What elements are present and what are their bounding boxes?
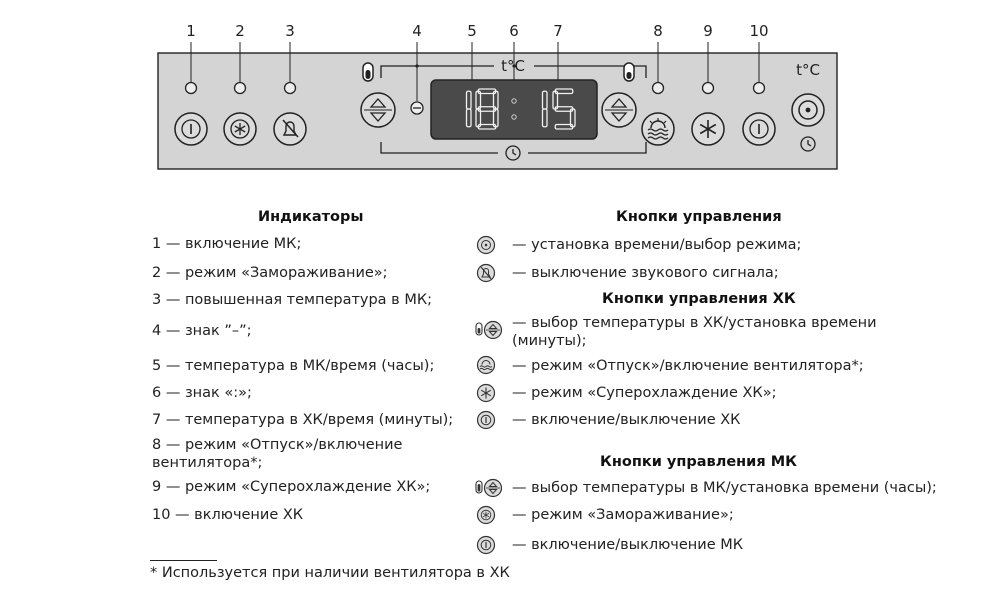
time-mode-button[interactable] xyxy=(792,94,824,126)
indicator-number-9: 9 xyxy=(703,22,713,40)
indicator-number-5: 5 xyxy=(467,22,477,40)
indicator-number-8: 8 xyxy=(653,22,663,40)
freezer-power-icon xyxy=(476,535,496,555)
controls-title: Кнопки управления xyxy=(616,209,782,225)
indicator-item-2: 2 — режим «Замораживание»; xyxy=(152,265,388,281)
freeze-button[interactable] xyxy=(224,113,256,145)
footnote: * Используется при наличии вентилятора в ХК xyxy=(150,565,510,581)
fridge-temp-icon xyxy=(474,319,510,341)
control-item-time-mode: — установка времени/выбор режима; xyxy=(512,237,802,253)
control-xk-item-supercool: — режим «Суперохлаждение ХК»; xyxy=(512,385,777,401)
indicator-item-1: 1 — включение МК; xyxy=(152,236,302,252)
control-mk-item-power: — включение/выключение МК xyxy=(512,537,744,553)
indicator-item-8-cont: вентилятора*; xyxy=(152,455,263,471)
control-xk-item-vacation: — режим «Отпуск»/включение вентилятора*; xyxy=(512,358,864,374)
minus-sign-icon xyxy=(411,102,423,114)
indicator-item-10: 10 — включение ХК xyxy=(152,507,304,523)
led-1 xyxy=(186,83,197,94)
alarm-off-button[interactable] xyxy=(274,113,306,145)
fridge-temp-up-down-button[interactable] xyxy=(602,93,636,127)
freezer-thermometer-icon xyxy=(363,63,373,81)
control-item-alarm-off: — выключение звукового сигнала; xyxy=(512,265,779,281)
indicator-item-5: 5 — температура в МК/время (часы); xyxy=(152,358,435,374)
indicator-item-7: 7 — температура в ХК/время (минуты); xyxy=(152,412,454,428)
control-panel-diagram xyxy=(0,0,999,200)
freezer-temp-icon xyxy=(474,477,510,499)
led-10 xyxy=(754,83,765,94)
control-mk-item-temp: — выбор температуры в МК/установка времени (часы); xyxy=(512,480,937,496)
temp-unit-label-right: t°C xyxy=(796,61,820,79)
led-2 xyxy=(235,83,246,94)
vacation-icon xyxy=(476,355,496,375)
supercool-button[interactable] xyxy=(692,113,724,145)
indicator-number-6: 6 xyxy=(509,22,519,40)
indicator-number-1: 1 xyxy=(186,22,196,40)
indicator-item-4: 4 — знак ”–”; xyxy=(152,323,252,339)
led-3 xyxy=(285,83,296,94)
indicators-title: Индикаторы xyxy=(258,209,364,225)
indicator-number-7: 7 xyxy=(553,22,563,40)
indicator-item-6: 6 — знак «:»; xyxy=(152,385,252,401)
indicator-number-2: 2 xyxy=(235,22,245,40)
controls-mk-title: Кнопки управления МК xyxy=(600,454,797,470)
fridge-thermometer-icon xyxy=(624,63,634,81)
temp-unit-label-top: t°C xyxy=(501,57,525,75)
led-8 xyxy=(653,83,664,94)
alarm-off-icon xyxy=(476,263,496,283)
freeze-icon xyxy=(476,505,496,525)
vacation-button[interactable] xyxy=(642,113,674,145)
indicator-item-9: 9 — режим «Суперохлаждение ХК»; xyxy=(152,479,431,495)
indicator-number-3: 3 xyxy=(285,22,295,40)
freezer-temp-up-down-button[interactable] xyxy=(361,93,395,127)
fridge-power-button[interactable] xyxy=(743,113,775,145)
supercool-icon xyxy=(476,383,496,403)
control-xk-item-temp: — выбор температуры в ХК/установка времени xyxy=(512,315,877,331)
time-mode-icon xyxy=(476,235,496,255)
indicator-item-3: 3 — повышенная температура в МК; xyxy=(152,292,433,308)
controls-xk-title: Кнопки управления ХК xyxy=(602,291,796,307)
indicator-item-8: 8 — режим «Отпуск»/включение xyxy=(152,437,403,453)
indicator-number-10: 10 xyxy=(749,22,769,40)
indicator-number-4: 4 xyxy=(412,22,422,40)
control-xk-item-power: — включение/выключение ХК xyxy=(512,412,741,428)
freezer-power-button[interactable] xyxy=(175,113,207,145)
control-xk-item-temp-cont: (минуты); xyxy=(512,333,587,349)
led-9 xyxy=(703,83,714,94)
fridge-power-icon xyxy=(476,410,496,430)
footnote-rule xyxy=(150,560,217,561)
control-mk-item-freeze: — режим «Замораживание»; xyxy=(512,507,734,523)
